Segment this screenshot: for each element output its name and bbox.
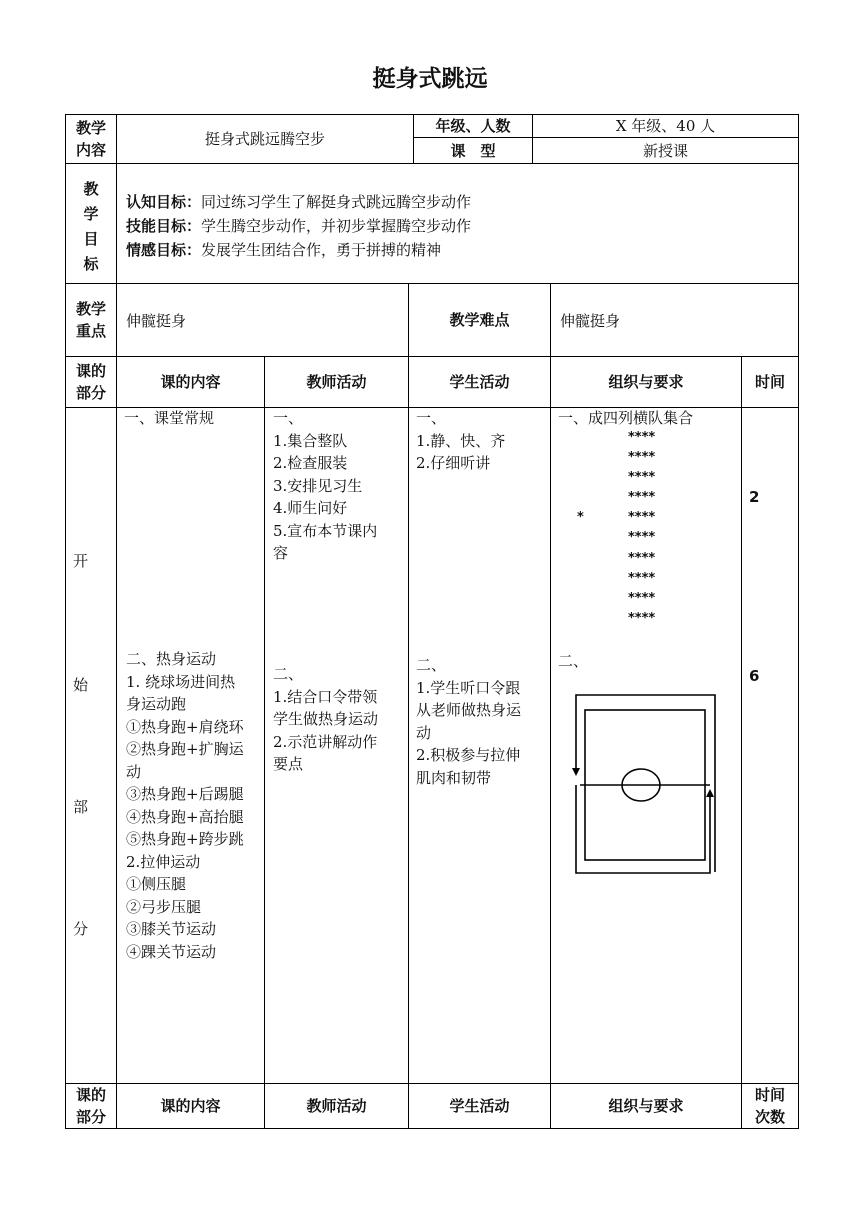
page-title: 挺身式跳远	[372, 66, 488, 92]
key-point-label: 教学重点	[75, 300, 106, 340]
footer-col-student: 学生活动	[449, 1097, 510, 1115]
footer-col-teacher: 教师活动	[306, 1097, 367, 1115]
objective-affective: 情感目标：发展学生团结合作，勇于拼搏的精神	[126, 241, 442, 259]
difficulty-value: 伸髋挺身	[560, 312, 621, 330]
footer-col-part: 课的部分	[75, 1086, 106, 1126]
type-label: 课 型	[450, 141, 496, 160]
content-label: 教学内容	[75, 119, 106, 159]
formation-row: ****	[628, 490, 656, 506]
formation-row: ****	[628, 610, 656, 626]
routine-heading: 一、课堂常规	[124, 409, 215, 427]
key-point-value: 伸髋挺身	[126, 312, 187, 330]
formation-row: ****	[628, 530, 656, 546]
formation-rows	[628, 428, 668, 629]
grade-value: X 年级、40 人	[615, 117, 716, 135]
formation-row: ****	[628, 510, 656, 526]
objective-skill: 技能目标：学生腾空步动作，并初步掌握腾空步动作	[126, 217, 472, 235]
running-path-top	[576, 695, 715, 872]
footer-col-time: 时间次数	[754, 1086, 785, 1126]
grade-label: 年级、人数	[435, 117, 511, 135]
col-content: 课的内容	[160, 373, 221, 391]
col-teacher: 教师活动	[306, 373, 367, 391]
routine-time: 2	[749, 488, 760, 506]
part-char-3: 部	[73, 798, 89, 816]
part-char-1: 开	[73, 552, 89, 570]
formation-row: ****	[628, 550, 656, 566]
col-time: 时间	[754, 373, 785, 391]
part-char-2: 始	[73, 676, 89, 694]
field-heading: 二、	[558, 652, 589, 670]
arrow-up-icon	[706, 789, 714, 797]
footer-col-content: 课的内容	[160, 1097, 221, 1115]
warmup-time: 6	[749, 667, 760, 685]
warmup-content: 二、热身运动 1. 绕球场进间热 身运动跑 ①热身跑+肩绕环 ②热身跑+扩胸运 动 ③热身跑+后踢腿 ④热身跑+高抬腿 ⑤热身跑+跨步跳 2.拉伸运动 ①侧压腿 ②弓步压腿 ③膝关节运动 ④踝关节运动	[126, 650, 244, 961]
routine-teacher: 一、 1.集合整队 2.检查服装 3.安排见习生 4.师生问好 5.宣布本节课内 容	[273, 409, 378, 562]
type-value: 新授课	[642, 141, 688, 160]
warmup-teacher: 二、 1.结合口令带领 学生做热身运动 2.示范讲解动作 要点	[273, 665, 379, 773]
objective-cognitive: 认知目标：同过练习学生了解挺身式跳远腾空步动作	[126, 193, 472, 211]
formation-row: ****	[628, 470, 656, 486]
part-char-4: 分	[73, 920, 89, 938]
objectives-label: 教 学 目 标	[83, 180, 99, 273]
warmup-student: 二、 1.学生听口令跟 从老师做热身运 动 2.积极参与拉伸 肌肉和韧带	[416, 656, 522, 787]
teacher-marker: *	[577, 510, 584, 525]
col-student: 学生活动	[449, 373, 510, 391]
footer-col-organization: 组织与要求	[608, 1097, 684, 1115]
col-part: 课的部分	[75, 362, 106, 402]
field-diagram	[560, 685, 730, 880]
col-organization: 组织与要求	[608, 373, 684, 391]
difficulty-label: 教学难点	[449, 311, 510, 329]
formation-row: ****	[628, 450, 656, 466]
arrow-down-icon	[572, 768, 580, 776]
objectives-list	[126, 190, 471, 262]
formation-row: ****	[628, 590, 656, 606]
formation-row: ****	[628, 570, 656, 586]
routine-student: 一、 1.静、快、齐 2.仔细听讲	[416, 409, 506, 472]
formation-row: ****	[628, 430, 656, 445]
content-value: 挺身式跳远腾空步	[204, 130, 325, 148]
formation-heading: 一、成四列横队集合	[558, 409, 694, 427]
